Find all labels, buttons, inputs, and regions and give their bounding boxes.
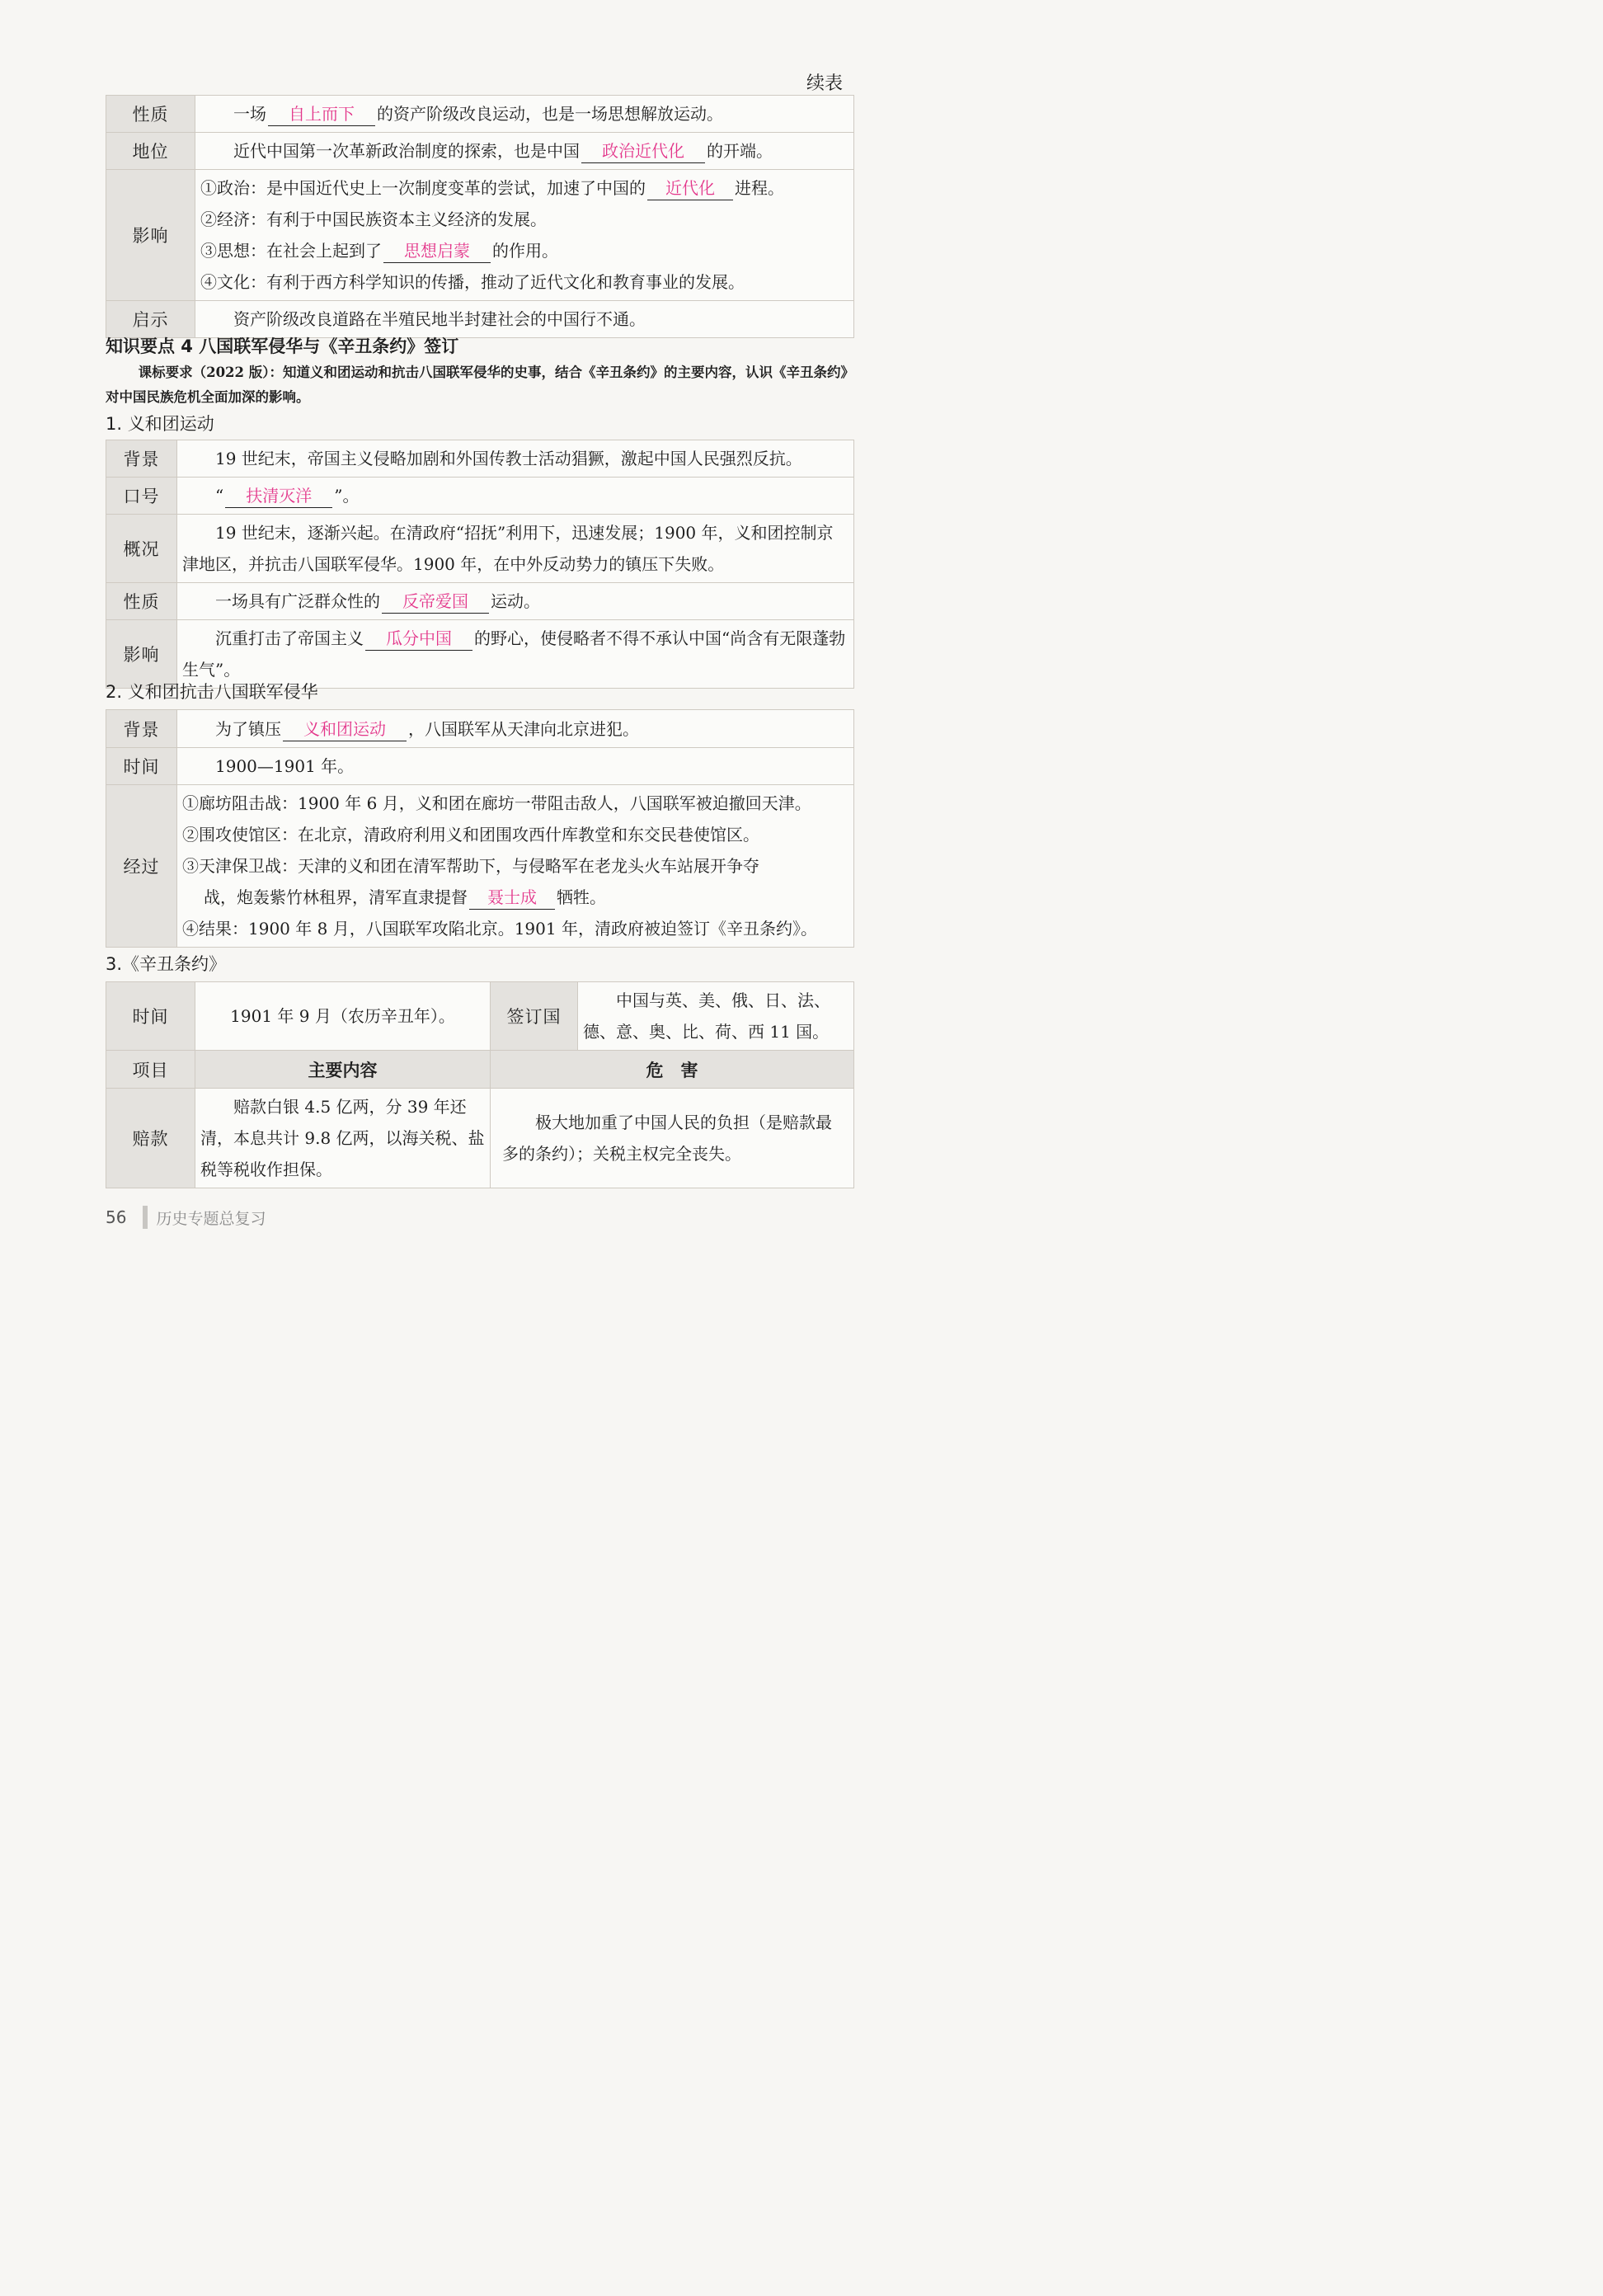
text: 的资产阶级改良运动，也是一场思想解放运动。 <box>377 104 723 124</box>
text: 一场具有广泛群众性的 <box>215 591 380 611</box>
row-label: 经过 <box>106 785 177 948</box>
header-item: 项目 <box>106 1051 195 1089</box>
text: 牺牲。 <box>557 887 606 907</box>
subsection-title: 3.《辛丑条约》 <box>106 954 227 974</box>
reform-table <box>106 95 854 338</box>
row-label: 背景 <box>106 710 177 748</box>
influence-line: ②经济：有利于中国民族资本主义经济的发展。 <box>200 209 547 229</box>
answer-blank: 聂士成 <box>469 886 555 910</box>
row-influence <box>106 170 854 301</box>
page-number: 56 <box>106 1207 127 1227</box>
answer-blank: 义和团运动 <box>283 718 407 741</box>
row-label: 时间 <box>106 748 177 785</box>
row-time-signers <box>106 982 854 1051</box>
footer <box>106 1206 266 1229</box>
row-label: 赔款 <box>106 1089 195 1188</box>
answer-blank: 思想启蒙 <box>383 239 491 263</box>
row-label: 概况 <box>106 515 177 583</box>
row-slogan <box>106 478 854 515</box>
row-content: 19 世纪末，帝国主义侵略加剧和外国传教士活动猖獗，激起中国人民强烈反抗。 <box>177 440 854 478</box>
row-content <box>177 478 854 515</box>
footer-divider <box>143 1206 148 1229</box>
text: 运动。 <box>491 591 540 611</box>
signers-label: 签订国 <box>491 982 578 1051</box>
influence-line <box>200 235 849 266</box>
text: ”。 <box>334 486 360 506</box>
text: 近代中国第一次革新政治制度的探索，也是中国 <box>233 141 580 161</box>
influence-line: ④文化：有利于西方科学知识的传播，推动了近代文化和教育事业的发展。 <box>200 272 745 292</box>
row-content <box>195 133 854 170</box>
row-content: 资产阶级改良道路在半殖民地半封建社会的中国行不通。 <box>195 301 854 338</box>
row-lesson <box>106 301 854 338</box>
row-indemnity <box>106 1089 854 1188</box>
answer-blank: 瓜分中国 <box>365 627 472 651</box>
header-harm: 危 害 <box>491 1051 854 1089</box>
row-label: 影响 <box>106 620 177 689</box>
row-label: 背景 <box>106 440 177 478</box>
continued-label: 续表 <box>806 73 843 94</box>
indemnity-harm: 极大地加重了中国人民的负担（是赔款最多的条约）；关税主权完全丧失。 <box>491 1089 854 1188</box>
header-content: 主要内容 <box>195 1051 491 1089</box>
process-line: ①廊坊阻击战：1900 年 6 月，义和团在廊坊一带阻击敌人，八国联军被迫撤回天津。 <box>182 793 811 813</box>
row-background <box>106 440 854 478</box>
row-content <box>177 583 854 620</box>
row-label: 地位 <box>106 133 195 170</box>
row-nature <box>106 96 854 133</box>
subsection-title: 1. 义和团运动 <box>106 414 214 434</box>
alliance-resistance-table <box>106 709 854 948</box>
influence-line <box>200 172 849 204</box>
row-process <box>106 785 854 948</box>
text: 的开端。 <box>707 141 773 161</box>
text: 的野心，使侵略者不得不承认中国“尚含有无限蓬勃生气”。 <box>182 628 846 680</box>
text: ，八国联军从天津向北京进犯。 <box>408 718 639 739</box>
answer-blank: 扶清灭洋 <box>225 484 332 508</box>
row-nature <box>106 583 854 620</box>
row-content: 19 世纪末，逐渐兴起。在清政府“招抚”利用下，迅速发展；1900 年，义和团控制京津地区，并抗击八国联军侵华。1900 年，在中外反动势力的镇压下失败。 <box>177 515 854 583</box>
process-line: ④结果：1900 年 8 月，八国联军攻陷北京。1901 年，清政府被迫签订《辛丑条约》。 <box>182 919 817 939</box>
text: 沉重打击了帝国主义 <box>215 628 364 648</box>
process-line: ②围攻使馆区：在北京，清政府利用义和团围攻西什库教堂和东交民巷使馆区。 <box>182 825 759 845</box>
row-content: 1900—1901 年。 <box>177 748 854 785</box>
protocol-table <box>106 981 854 1188</box>
answer-blank: 政治近代化 <box>581 139 705 163</box>
text: “ <box>215 486 224 506</box>
process-line <box>182 882 849 913</box>
text: 进程。 <box>735 178 784 198</box>
row-label: 口号 <box>106 478 177 515</box>
indemnity-content: 赔款白银 4.5 亿两，分 39 年还清，本息共计 9.8 亿两，以海关税、盐税等税收作担保。 <box>195 1089 491 1188</box>
row-label: 性质 <box>106 96 195 133</box>
text: 战，炮轰紫竹林租界，清军直隶提督 <box>204 887 468 907</box>
text: 的作用。 <box>492 241 558 261</box>
boxer-movement-table <box>106 440 854 689</box>
row-overview <box>106 515 854 583</box>
row-headers <box>106 1051 854 1089</box>
row-content <box>195 96 854 133</box>
page <box>0 0 907 1287</box>
answer-blank: 自上而下 <box>268 102 375 126</box>
row-label: 性质 <box>106 583 177 620</box>
row-label: 影响 <box>106 170 195 301</box>
text: ①政治：是中国近代史上一次制度变革的尝试，加速了中国的 <box>200 178 646 198</box>
subsection-title: 2. 义和团抗击八国联军侵华 <box>106 682 318 702</box>
process-line: ③天津保卫战：天津的义和团在清军帮助下，与侵略军在老龙头火车站展开争夺 <box>182 856 759 876</box>
time-value: 1901 年 9 月（农历辛丑年）。 <box>195 982 491 1051</box>
text: ③思想：在社会上起到了 <box>200 241 382 261</box>
curriculum-requirement: 课标要求（2022 版）：知道义和团运动和抗击八国联军侵华的史事，结合《辛丑条约》的主要内容，认识《辛丑条约》对中国民族危机全面加深的影响。 <box>106 365 855 405</box>
section-heading: 知识要点 4 八国联军侵华与《辛丑条约》签订 <box>106 336 459 356</box>
text: 一场 <box>233 104 266 124</box>
text: 为了镇压 <box>215 718 281 739</box>
row-content <box>177 710 854 748</box>
book-title: 历史专题总复习 <box>156 1209 266 1228</box>
row-content <box>177 785 854 948</box>
row-label: 时间 <box>106 982 195 1051</box>
signers-value: 中国与英、美、俄、日、法、德、意、奥、比、荷、西 11 国。 <box>578 982 854 1051</box>
row-label: 启示 <box>106 301 195 338</box>
row-content <box>195 170 854 301</box>
answer-blank: 近代化 <box>647 176 733 200</box>
row-time <box>106 748 854 785</box>
answer-blank: 反帝爱国 <box>382 590 489 614</box>
row-background <box>106 710 854 748</box>
row-status <box>106 133 854 170</box>
